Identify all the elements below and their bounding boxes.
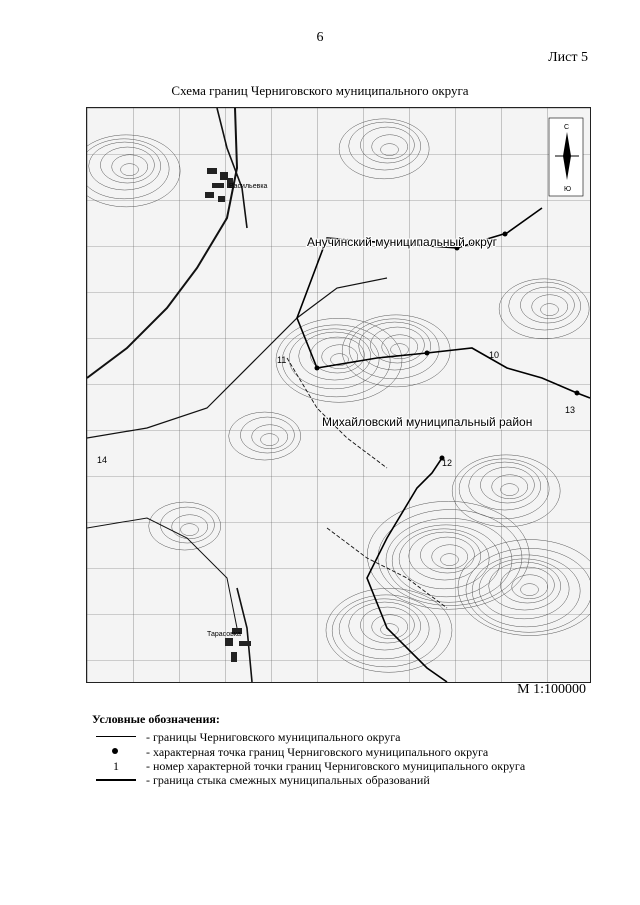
page-number: 6 xyxy=(316,30,324,45)
legend-number: 1 xyxy=(113,759,119,773)
compass-south: Ю xyxy=(564,186,572,193)
legend-text: - границы Черниговского муниципального округа xyxy=(146,730,401,744)
thick-line-icon xyxy=(96,779,136,781)
point-number: 10 xyxy=(489,350,500,360)
map-title: Схема границ Черниговского муниципального округа xyxy=(171,83,469,98)
topographic-map[interactable] xyxy=(86,107,591,683)
point-number: 12 xyxy=(442,458,453,468)
compass-north: С xyxy=(564,124,570,131)
point-number: 13 xyxy=(565,405,576,415)
point-number: 11 xyxy=(277,355,287,365)
map-canvas xyxy=(87,108,590,682)
map-grid xyxy=(87,108,590,682)
legend-title: Условные обозначения: xyxy=(92,712,220,726)
point-number: 14 xyxy=(97,455,108,465)
thin-line-icon xyxy=(96,736,136,737)
settlement-label: Тарасовка xyxy=(207,631,241,638)
region-label-anuchino: Анучинский муниципальный округ xyxy=(307,235,498,249)
legend-item-point xyxy=(90,745,610,759)
legend-text: - граница стыка смежных муниципальных образований xyxy=(146,773,430,787)
region-label-mikhailovsky: Михайловский муниципальный район xyxy=(322,415,533,429)
legend-item-boundary xyxy=(90,730,610,744)
sheet-label: Лист 5 xyxy=(548,50,588,65)
legend-text: - характерная точка границ Черниговского муниципального округа xyxy=(146,745,489,759)
legend-item-point-number xyxy=(90,759,610,773)
dot-icon xyxy=(112,748,118,754)
map-scale: М 1:100000 xyxy=(517,682,586,697)
legend-item-junction xyxy=(90,773,610,787)
legend-text: - номер характерной точки границ Черниговского муниципального округа xyxy=(146,759,526,773)
compass-rose xyxy=(549,118,583,196)
settlement-label: Васильевка xyxy=(229,183,268,190)
